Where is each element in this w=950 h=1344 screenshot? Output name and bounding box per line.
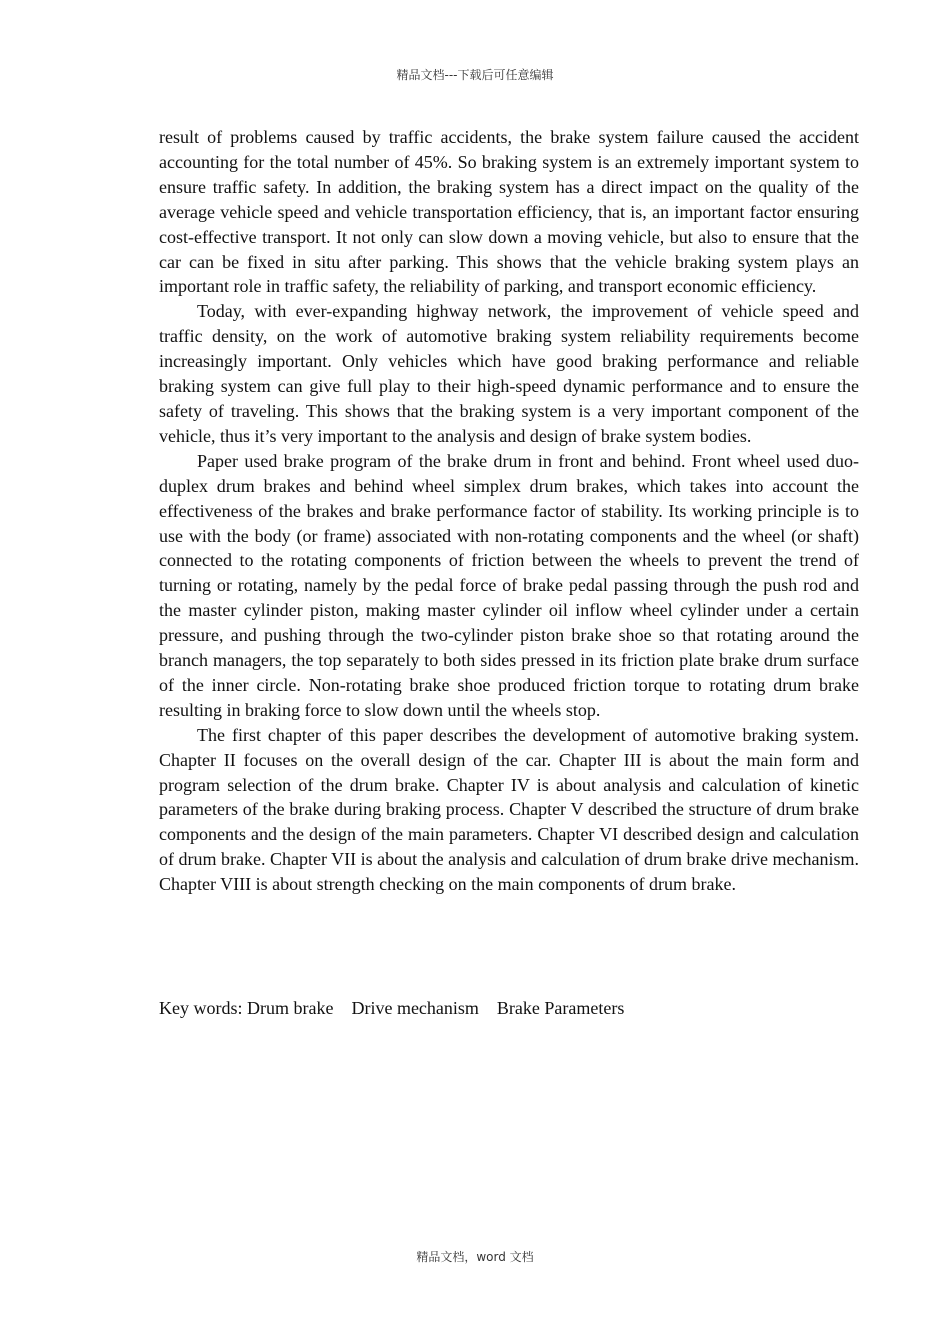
document-body (159, 125, 859, 897)
paragraph-highway-network: Today, with ever-expanding highway network, the improvement of vehicle speed and traffic density, on the work of automotive braking system reliability requirements become increasingly important. Only vehicles which have good braking performance and reliable braking system can give full play to their high-speed dynamic performance and to ensure the safety of traveling. This shows that the braking system is a very important component of the vehicle, thus it’s very important to the analysis and design of brake system bodies. (159, 301, 859, 446)
page-header: 精品文档---下载后可任意编辑 (396, 68, 554, 82)
paragraph-chapter-overview: The first chapter of this paper describes the development of automotive braking system. Chapter II focuses on the overall design of the car. Chapter III is about the main form and program selection of the drum brake. Chapter IV is about analysis and calculation of kinetic parameters of the brake during braking process. Chapter V described the structure of drum brake components and the design of the main parameters. Chapter VI described design and calculation of drum brake. Chapter VII is about the analysis and calculation of drum brake drive mechanism. Chapter VIII is about strength checking on the main components of drum brake. (159, 724, 859, 895)
paragraph-traffic-safety: result of problems caused by traffic accidents, the brake system failure caused the accident accounting for the total number of 45%. So braking system is an extremely important system to ensure traffic safety. In addition, the braking system has a direct impact on the quality of the average vehicle speed and vehicle transportation efficiency, that is, an important factor ensuring cost-effective transport. It not only can slow down a moving vehicle, but also to ensure that the car can be fixed in situ after parking. This shows that the vehicle braking system plays an important role in traffic safety, the reliability of parking, and transport economic efficiency. (159, 127, 859, 297)
keywords-line: Key words: Drum brake Drive mechanism Brake Parameters (159, 998, 625, 1018)
paragraph-brake-program: Paper used brake program of the brake drum in front and behind. Front wheel used duo-duplex drum brakes and behind wheel simplex drum brakes, which takes into account the effectiveness of the brakes and brake performance factor of stability. Its working principle is to use with the body (or frame) associated with non-rotating components and the wheel (or shaft) connected to the rotating components of friction between the wheels to prevent the trend of turning or rotating, namely by the pedal force of brake pedal passing through the push rod and the master cylinder piston, making master cylinder oil inflow wheel cylinder under a certain pressure, and pushing through the two-cylinder piston brake shoe so that rotating around the branch managers, the top separately to both sides pressed in its friction plate brake drum surface of the inner circle. Non-rotating brake shoe produced friction torque to rotating drum brake resulting in braking force to slow down until the wheels stop. (159, 450, 859, 720)
page-footer: 精品文档，word 文档 (416, 1250, 534, 1264)
